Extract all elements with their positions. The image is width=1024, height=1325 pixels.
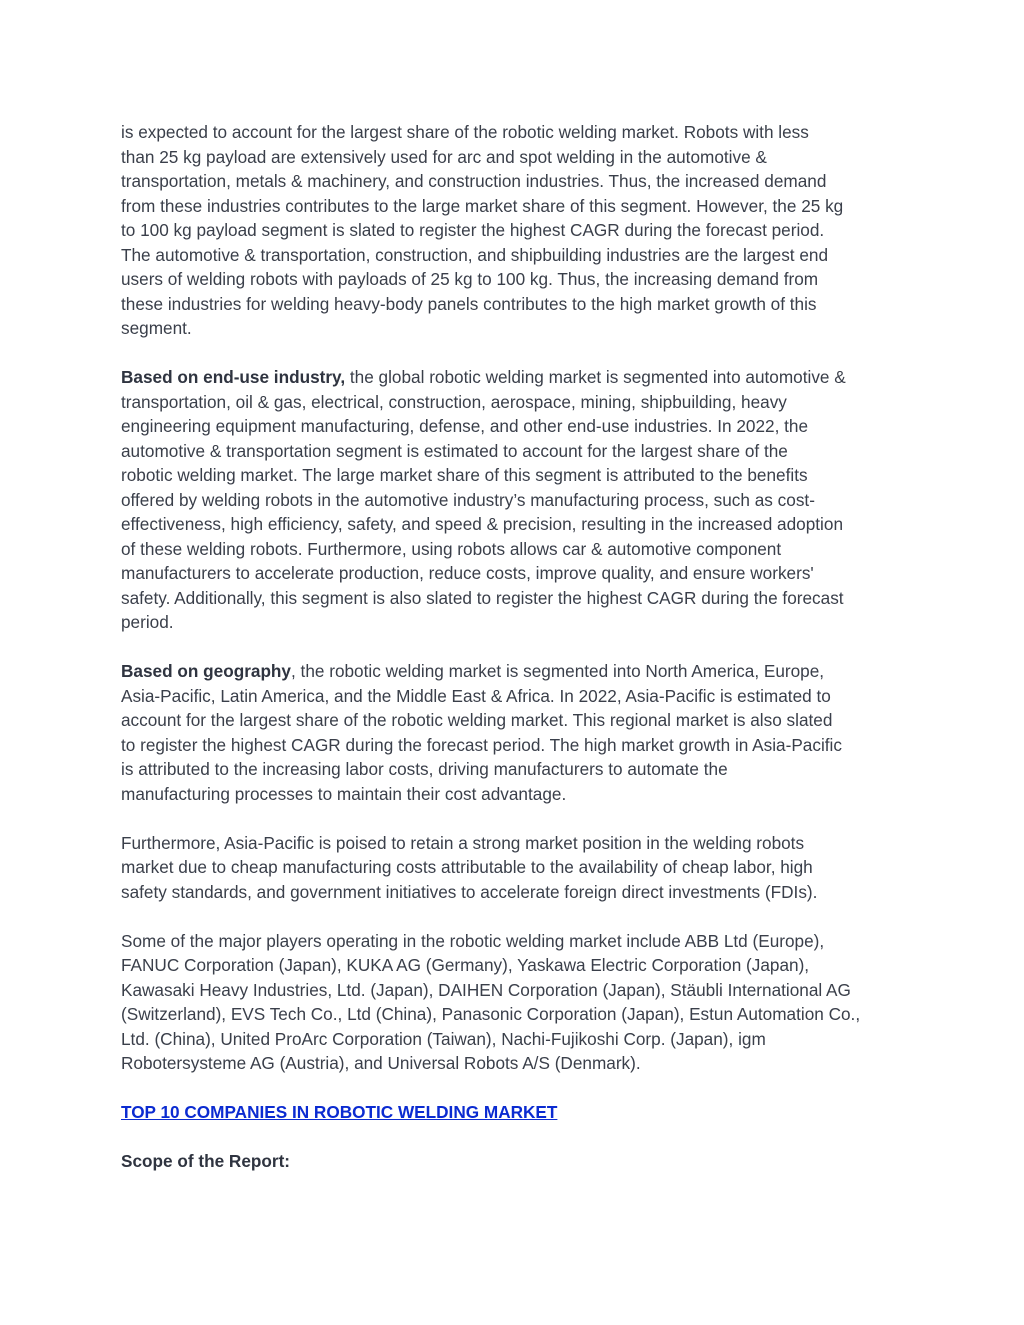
geography-lead: Based on geography bbox=[121, 661, 291, 681]
scope-heading: Scope of the Report: bbox=[121, 1151, 291, 1171]
geography-paragraph bbox=[121, 659, 921, 806]
top-companies-link-paragraph bbox=[121, 1100, 921, 1125]
major-players-paragraph: Some of the major players operating in the robotic welding market include ABB Ltd (Europe), FANUC Corporation (Japan), KUKA AG (Germany), Yaskawa Electric Corporation (Japan), Kawasaki Heavy Industries, Ltd. (Japan), DAIHEN Corporation (Japan), Stäubli International AG (Switzerland), EVS Tech Co., Ltd (China), Panasonic Corporation (Japan), Estun Automation Co., Ltd. (China), United ProArc Corporation (Taiwan), Nachi-Fujikoshi Corp. (Japan), igm Robotersysteme AG (Austria), and Universal Robots A/S (Denmark). bbox=[121, 930, 861, 1073]
document-page bbox=[121, 120, 921, 1174]
end-use-industry-paragraph bbox=[121, 365, 921, 635]
payload-segment-paragraph: is expected to account for the largest share of the robotic welding market. Robots with less than 25 kg payload are extensively used for arc and spot welding in the automotive & transportation, metals & machinery, and construction industries. Thus, the increased demand from these industries contributes to the large market share of this segment. However, the 25 kg to 100 kg payload segment is slated to register the highest CAGR during the forecast period. The automotive & transportation, construction, and shipbuilding industries are the largest end users of welding robots with payloads of 25 kg to 100 kg. Thus, the increasing demand from these industries for welding heavy-body panels contributes to the high market growth of this segment. bbox=[121, 122, 844, 338]
asia-pacific-paragraph: Furthermore, Asia-Pacific is poised to retain a strong market position in the welding robots market due to cheap manufacturing costs attributable to the availability of cheap labor, high safety standards, and government initiatives to accelerate foreign direct investments (FDIs). bbox=[121, 832, 818, 902]
geography-body: , the robotic welding market is segmented into North America, Europe, Asia-Pacific, Latin America, and the Middle East & Africa. In 2022, Asia-Pacific is estimated to account for the largest share of the robotic welding market. This regional market is also slated to register the highest CAGR during the forecast period. The high market growth in Asia-Pacific is attributed to the increasing labor costs, driving manufacturers to automate the manufacturing processes to maintain their cost advantage. bbox=[121, 661, 842, 804]
end-use-industry-body: the global robotic welding market is segmented into automotive & transportation, oil & gas, electrical, construction, aerospace, mining, shipbuilding, heavy engineering equipment manufacturing, defense, and other end-use industries. In 2022, the automotive & transportation segment is estimated to account for the largest share of the robotic welding market. The large market share of this segment is attributed to the benefits offered by welding robots in the automotive industry’s manufacturing process, such as cost- effectiveness, high efficiency, safety, and speed & precision, resulting in the increased adoption of these welding robots. Furthermore, using robots allows car & automotive component manufacturers to accelerate production, reduce costs, improve quality, and ensure workers' safety. Additionally, this segment is also slated to register the highest CAGR during the forecast period. bbox=[121, 367, 846, 632]
top-companies-link[interactable]: TOP 10 COMPANIES IN ROBOTIC WELDING MARKET bbox=[121, 1102, 558, 1122]
end-use-industry-lead: Based on end-use industry, bbox=[121, 367, 346, 387]
